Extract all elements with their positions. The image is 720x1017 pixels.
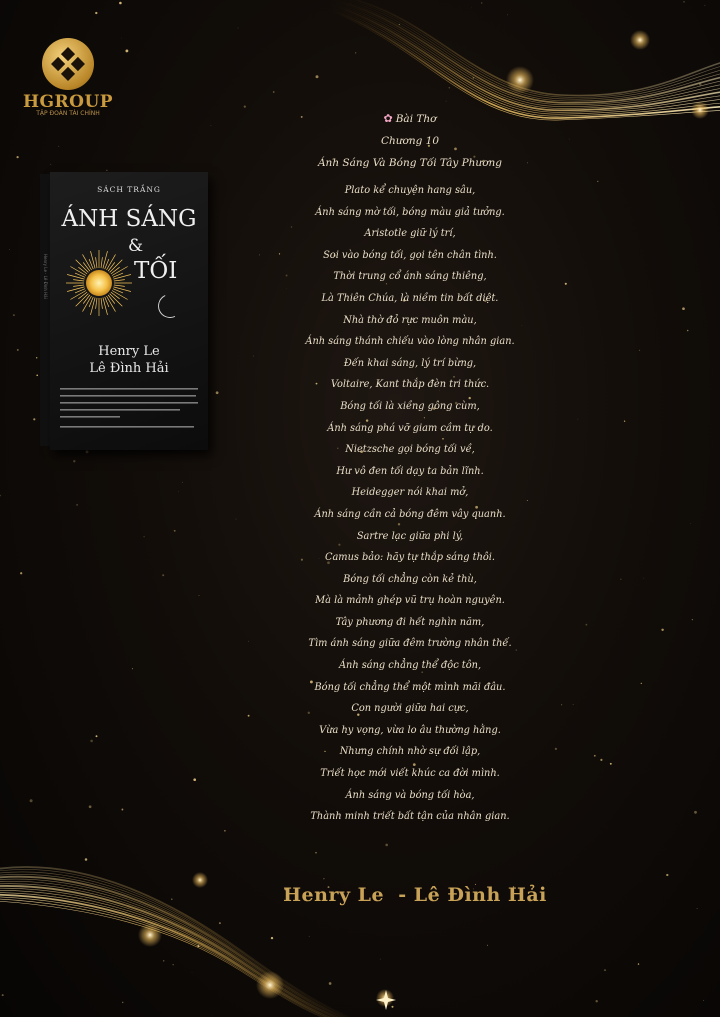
poem-line: Soi vào bóng tối, gọi tên chân tình. xyxy=(323,249,497,261)
book-blurb xyxy=(60,386,200,440)
book-spine-text: Henry Le · Lê Đình Hải xyxy=(43,254,48,299)
poem-line: Ánh sáng mờ tối, bóng màu giả tưởng. xyxy=(315,206,505,218)
poem-line: Ánh sáng cần cả bóng đêm vây quanh. xyxy=(314,508,506,520)
poem-line: Nhà thờ đỏ rực muôn màu, xyxy=(343,314,477,326)
poem-line: Hư vô đen tối dạy ta bản lĩnh. xyxy=(336,465,484,477)
poem-chapter: Chương 10 xyxy=(380,135,440,147)
poem-line: Aristotle giữ lý trí, xyxy=(364,228,456,240)
author-signature: Henry Le - Lê Đình Hải xyxy=(283,884,547,906)
poem-line: Bóng tối là xiềng gông cùm, xyxy=(340,400,480,412)
poem-line: Ánh sáng thánh chiếu vào lòng nhân gian. xyxy=(305,336,515,348)
poem-line: Sartre lạc giữa phi lý, xyxy=(356,530,464,542)
logo-subtitle: TẬP ĐOÀN TÀI CHÍNH xyxy=(36,110,100,117)
book-title-line2: TỐI xyxy=(134,258,178,284)
top-right-gold-wave xyxy=(330,0,720,120)
poem-header xyxy=(240,108,580,174)
poem-lines xyxy=(240,180,580,828)
poem-line: Ánh sáng và bóng tối hòa, xyxy=(345,789,475,801)
poem-line: Tìm ánh sáng giữa đêm trường nhân thế. xyxy=(308,638,512,650)
poem-line: Nietzsche gọi bóng tối về, xyxy=(345,444,475,456)
poem-line: Nhưng chính nhờ sự đối lập, xyxy=(339,746,481,758)
poem-line: Camus bảo: hãy tự thắp sáng thôi. xyxy=(324,552,496,564)
book-title-line1: ÁNH SÁNG xyxy=(61,206,197,232)
book-front xyxy=(50,172,208,450)
cherry-blossom-icon: ✿ xyxy=(383,112,393,125)
poem-line: Ánh sáng phá vỡ giam cầm tự do. xyxy=(327,422,493,434)
blurb-text-lines xyxy=(60,386,200,438)
poem xyxy=(240,108,580,828)
poem-line: Thời trung cổ ánh sáng thiêng, xyxy=(333,271,487,283)
poem-title: Ánh Sáng Và Bóng Tối Tây Phương xyxy=(317,157,503,169)
book-author-1: Henry Le xyxy=(98,344,160,359)
poem-line: Voltaire, Kant thắp đèn tri thức. xyxy=(330,379,490,391)
poem-line: Plato kể chuyện hang sâu, xyxy=(344,185,476,196)
logo-wordmark: HGROUP xyxy=(22,92,114,112)
poem-line: Đến khai sáng, lý trí bừng, xyxy=(343,357,477,369)
poem-line: Bóng tối chẳng còn kẻ thù, xyxy=(343,573,477,585)
book-label: SÁCH TRẮNG xyxy=(97,185,161,194)
poem-line: Con người giữa hai cực, xyxy=(351,703,469,715)
poem-line: Triết học mới viết khúc ca đời mình. xyxy=(320,768,500,780)
poem-line: Heidegger nói khai mở, xyxy=(351,487,469,499)
sun-icon xyxy=(64,248,134,318)
poem-line: Mà là mảnh ghép vũ trụ hoàn nguyên. xyxy=(315,595,505,607)
crescent-moon-icon xyxy=(155,291,186,322)
book-cover-image xyxy=(40,172,208,450)
logo-emblem-icon xyxy=(42,38,94,90)
poem-line: Bóng tối chẳng thể một mình mãi đâu. xyxy=(314,681,506,693)
poem-label: Bài Thơ xyxy=(395,113,437,125)
hgroup-logo xyxy=(18,38,118,117)
poem-label-row xyxy=(240,108,580,130)
book-author-2: Lê Đình Hải xyxy=(89,361,169,376)
poem-line: Vừa hy vọng, vừa lo âu thường hằng. xyxy=(319,724,501,736)
poem-line: Thành minh triết bất tận của nhân gian. xyxy=(310,811,510,823)
poem-line: Tây phương đi hết nghìn năm, xyxy=(335,616,485,628)
poem-line: Là Thiên Chúa, là niềm tin bất diệt. xyxy=(321,292,499,304)
book-ampersand: & xyxy=(128,236,144,256)
poem-line: Ánh sáng chẳng thể độc tôn, xyxy=(338,660,482,672)
